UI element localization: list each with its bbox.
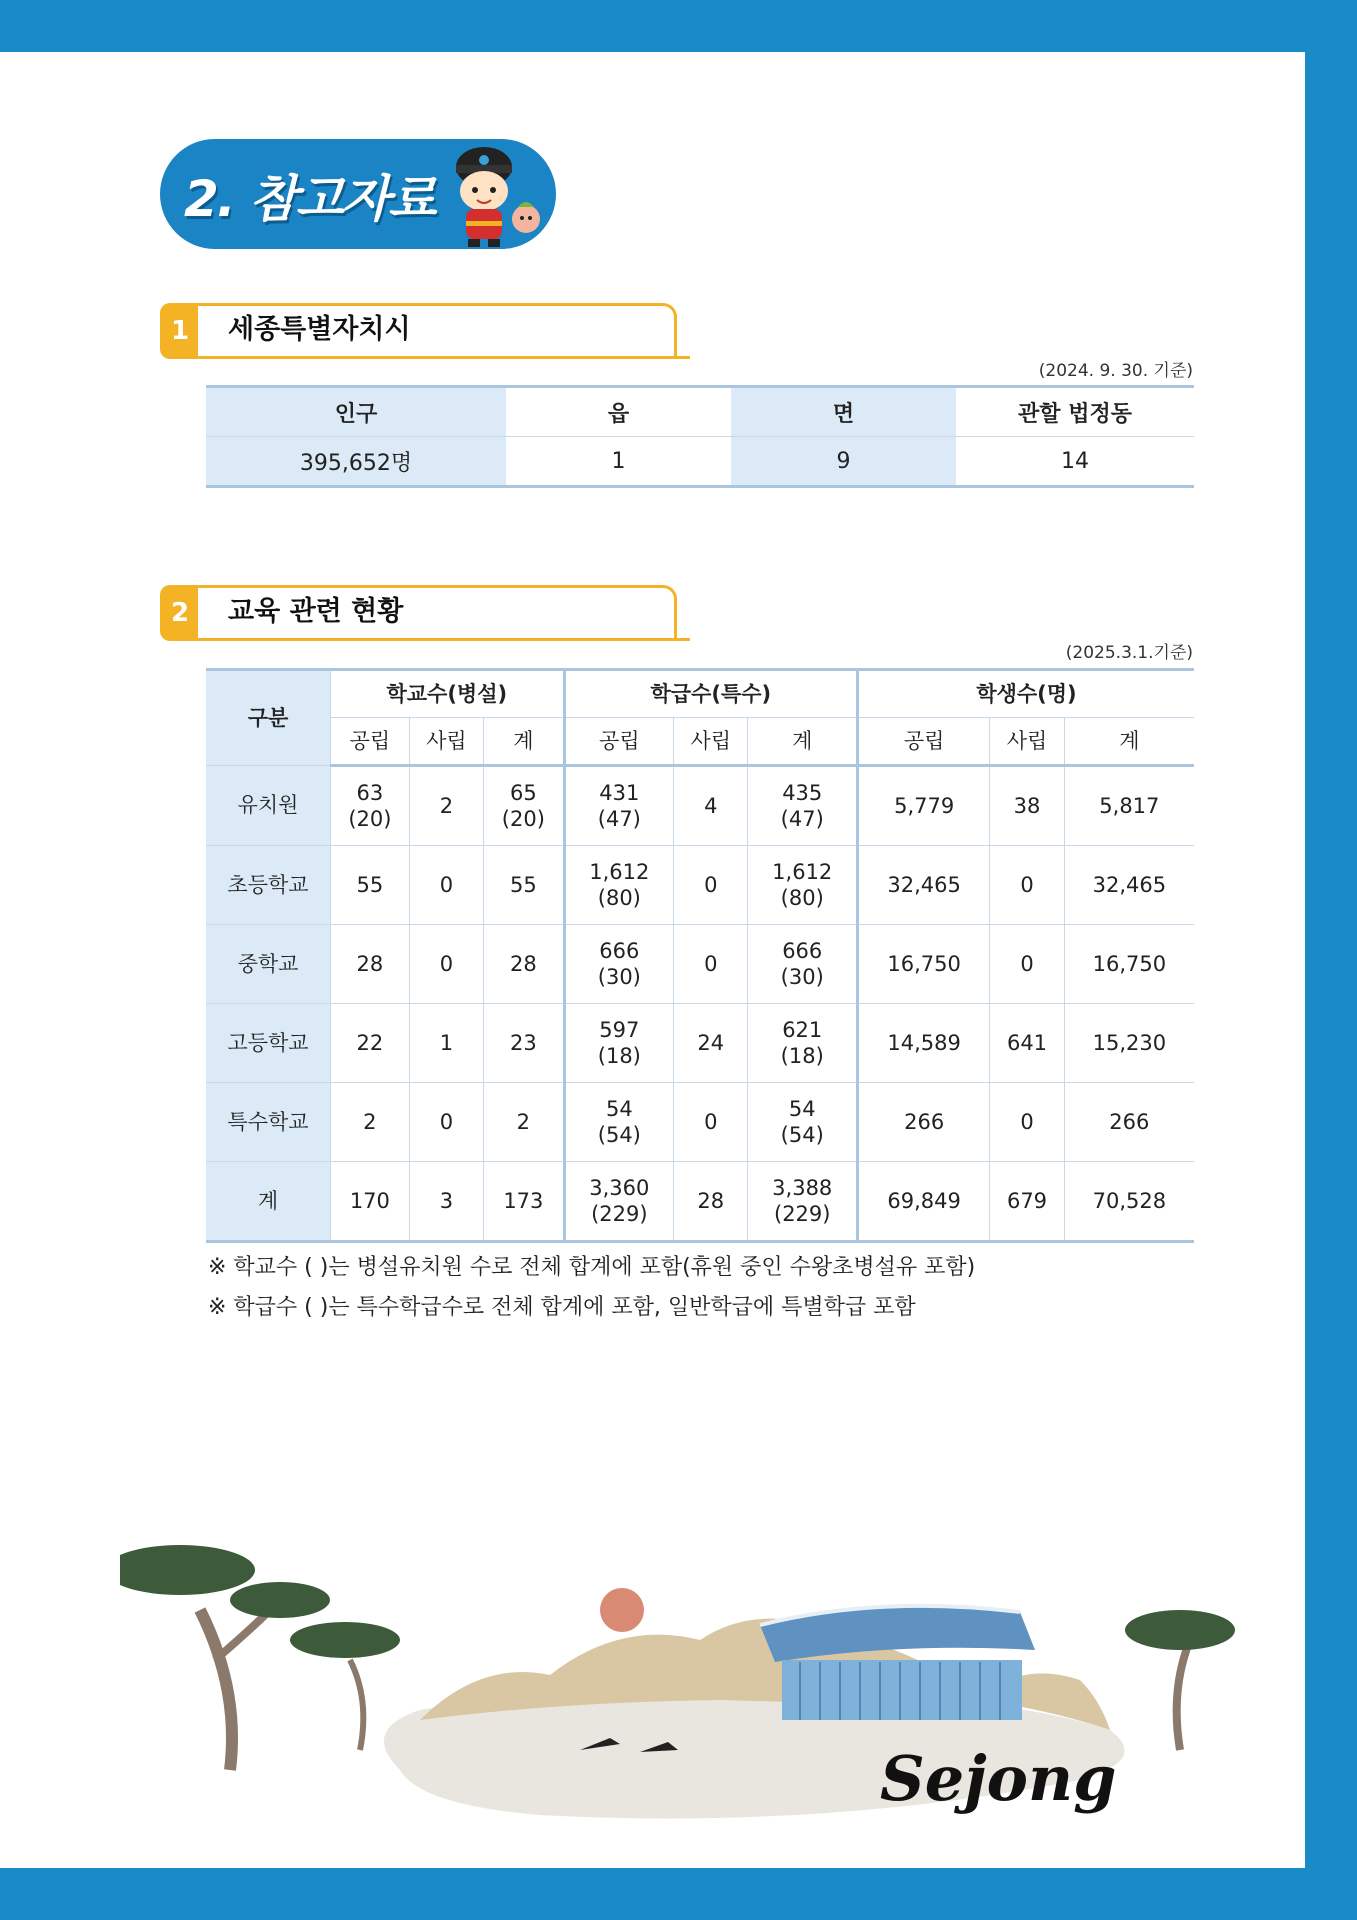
table-cell	[331, 925, 410, 1004]
header-eup: 읍	[506, 387, 731, 437]
table-cell	[331, 1004, 410, 1083]
cell-value: 28	[356, 951, 384, 976]
cell-value: 0	[439, 1109, 454, 1134]
cell-value: 38	[1013, 793, 1041, 818]
table-cell	[674, 766, 748, 846]
row-label: 유치원	[206, 766, 331, 846]
corner-header: 구분	[206, 670, 331, 766]
cell-sub-value: (229)	[591, 1202, 648, 1226]
cell-value: 666	[782, 938, 823, 963]
table-cell	[1064, 1083, 1194, 1162]
cell-value: 597	[599, 1017, 640, 1042]
cell-sub-value: (30)	[780, 965, 824, 989]
header-dong: 관할 법정동	[956, 387, 1194, 437]
cell-value: 54	[605, 1096, 633, 1121]
cell-value: 3,388	[772, 1175, 833, 1200]
subheader: 사립	[990, 718, 1064, 766]
table-cell	[1064, 1004, 1194, 1083]
section-2-header	[160, 585, 700, 641]
cell-value: 23	[509, 1030, 537, 1055]
cell-value: 2	[363, 1109, 377, 1134]
subheader: 공립	[331, 718, 410, 766]
cell-sub-value: (18)	[597, 1044, 641, 1068]
table-cell	[857, 1083, 989, 1162]
value-dong: 14	[956, 437, 1194, 487]
cell-value: 28	[509, 951, 537, 976]
table-cell	[674, 846, 748, 925]
group-students: 학생수(명)	[857, 670, 1194, 718]
table-cell	[484, 846, 564, 925]
cell-value: 15,230	[1092, 1030, 1167, 1055]
cell-value: 63	[356, 780, 384, 805]
table-cell	[990, 1162, 1064, 1242]
value-eup: 1	[506, 437, 731, 487]
table-cell	[857, 1004, 989, 1083]
page-title: 2. 참고자료	[184, 170, 435, 228]
cell-sub-value: (20)	[348, 807, 392, 831]
table-cell	[1064, 925, 1194, 1004]
cell-value: 621	[782, 1017, 823, 1042]
cell-value: 16,750	[887, 951, 961, 976]
cell-value: 0	[439, 951, 454, 976]
table-cell	[748, 766, 858, 846]
table-cell	[484, 925, 564, 1004]
value-myeon: 9	[731, 437, 956, 487]
table-row	[206, 846, 1194, 925]
table-cell	[674, 1162, 748, 1242]
cell-value: 2	[439, 793, 454, 818]
pine-tree-icon	[120, 1545, 255, 1595]
table-cell	[674, 1004, 748, 1083]
table-row	[206, 1162, 1194, 1242]
table-cell	[990, 846, 1064, 925]
cell-value: 3,360	[589, 1175, 650, 1200]
table-cell	[331, 1162, 410, 1242]
subheader: 계	[484, 718, 564, 766]
cell-value: 2	[516, 1109, 531, 1134]
cell-value: 22	[356, 1030, 384, 1055]
cell-value: 65	[509, 780, 537, 805]
cell-value: 24	[697, 1030, 725, 1055]
cell-value: 5,817	[1099, 793, 1160, 818]
table-cell	[1064, 766, 1194, 846]
cell-value: 173	[503, 1188, 544, 1213]
table-cell	[990, 1004, 1064, 1083]
cell-value: 32,465	[1092, 872, 1167, 897]
cell-value: 0	[439, 872, 454, 897]
table-cell	[748, 1083, 858, 1162]
table-cell	[331, 1083, 410, 1162]
row-label: 고등학교	[206, 1004, 331, 1083]
cell-sub-value: (229)	[774, 1202, 831, 1226]
table-cell	[564, 925, 674, 1004]
cell-value: 0	[1020, 872, 1034, 897]
table-cell	[564, 1083, 674, 1162]
note-1: ※ 학교수 ( )는 병설유치원 수로 전체 합계에 포함(휴원 중인 수왕초병설유 포함)	[208, 1255, 976, 1280]
group-classes: 학급수(특수)	[564, 670, 857, 718]
cell-value: 435	[782, 780, 823, 805]
cell-value: 0	[704, 872, 718, 897]
cell-value: 641	[1006, 1030, 1048, 1055]
subheader: 사립	[409, 718, 483, 766]
table-cell	[674, 1083, 748, 1162]
table-row	[206, 1004, 1194, 1083]
value-population: 395,652명	[206, 437, 506, 487]
note-2: ※ 학급수 ( )는 특수학급수로 전체 합계에 포함, 일반학급에 특별학급 포함	[208, 1295, 916, 1320]
table-cell	[1064, 846, 1194, 925]
section-1-as-of: (2024. 9. 30. 기준)	[1038, 361, 1193, 381]
table-cell	[857, 846, 989, 925]
row-label: 중학교	[206, 925, 331, 1004]
cell-value: 0	[704, 951, 718, 976]
cell-value: 266	[1109, 1109, 1150, 1134]
table-cell	[748, 846, 858, 925]
cell-sub-value: (80)	[780, 886, 824, 910]
cell-value: 431	[599, 780, 640, 805]
cell-value: 14,589	[887, 1030, 961, 1055]
table-cell	[331, 846, 410, 925]
cell-value: 32,465	[887, 872, 961, 897]
section-1-label: 세종특별자치시	[228, 314, 411, 345]
table-cell	[990, 925, 1064, 1004]
subheader: 계	[1064, 718, 1194, 766]
cell-value: 266	[904, 1109, 945, 1134]
cell-sub-value: (47)	[780, 807, 824, 831]
row-label: 특수학교	[206, 1083, 331, 1162]
table-cell	[990, 1083, 1064, 1162]
subheader: 사립	[674, 718, 748, 766]
table-cell	[748, 1162, 858, 1242]
cell-sub-value: (30)	[597, 965, 641, 989]
cell-value: 1,612	[589, 859, 650, 884]
section-1-header	[160, 303, 700, 359]
cell-value: 0	[704, 1109, 718, 1134]
table-cell	[484, 1083, 564, 1162]
table-cell	[409, 846, 483, 925]
cell-sub-value: (80)	[597, 886, 641, 910]
cell-value: 1,612	[772, 859, 833, 884]
cell-value: 70,528	[1092, 1188, 1167, 1213]
cell-value: 1	[439, 1030, 454, 1055]
table-cell	[484, 1004, 564, 1083]
cell-value: 55	[356, 872, 384, 897]
table-cell	[564, 846, 674, 925]
table-cell	[484, 766, 564, 846]
table-row	[206, 766, 1194, 846]
population-table	[206, 385, 1194, 488]
section-2-label: 교육 관련 현황	[228, 596, 404, 627]
group-schools: 학교수(병설)	[331, 670, 565, 718]
table-cell	[748, 1004, 858, 1083]
sejong-illustration	[120, 1530, 1240, 1830]
table-row	[206, 925, 1194, 1004]
subheader: 공립	[564, 718, 674, 766]
table-row	[206, 1083, 1194, 1162]
table-cell	[748, 925, 858, 1004]
section-2-number: 2	[160, 585, 200, 641]
cell-value: 4	[704, 793, 718, 818]
header-population: 인구	[206, 387, 506, 437]
cell-value: 170	[349, 1188, 390, 1213]
subheader: 계	[748, 718, 858, 766]
table-cell	[409, 766, 483, 846]
sejong-caption: Sejong	[880, 1742, 1117, 1815]
mascot-icon	[422, 145, 552, 249]
cell-value: 0	[1020, 951, 1034, 976]
table-cell	[857, 925, 989, 1004]
table-cell	[331, 766, 410, 846]
table-cell	[409, 1083, 483, 1162]
table-cell	[674, 925, 748, 1004]
page-title-pill	[160, 139, 556, 249]
cell-value: 5,779	[894, 793, 955, 818]
section-2-as-of: (2025.3.1.기준)	[1065, 643, 1193, 663]
cell-value: 0	[1020, 1109, 1034, 1134]
section-1-number: 1	[160, 303, 200, 359]
cell-value: 28	[697, 1188, 725, 1213]
subheader: 공립	[857, 718, 989, 766]
sun-icon	[600, 1588, 644, 1632]
cell-value: 666	[599, 938, 640, 963]
cell-sub-value: (54)	[780, 1123, 824, 1147]
header-myeon: 면	[731, 387, 956, 437]
cell-value: 679	[1006, 1188, 1048, 1213]
table-cell	[409, 1162, 483, 1242]
cell-value: 3	[439, 1188, 454, 1213]
table-cell	[484, 1162, 564, 1242]
row-label: 초등학교	[206, 846, 331, 925]
table-cell	[564, 1162, 674, 1242]
cell-value: 54	[788, 1096, 816, 1121]
table-cell	[857, 1162, 989, 1242]
cell-sub-value: (18)	[780, 1044, 824, 1068]
table-cell	[1064, 1162, 1194, 1242]
table-cell	[409, 1004, 483, 1083]
table-cell	[857, 766, 989, 846]
cell-value: 55	[509, 872, 537, 897]
table-cell	[409, 925, 483, 1004]
table-cell	[564, 1004, 674, 1083]
cell-sub-value: (54)	[597, 1123, 641, 1147]
education-table	[206, 668, 1194, 1243]
cell-value: 16,750	[1092, 951, 1167, 976]
table-cell	[564, 766, 674, 846]
cell-value: 69,849	[887, 1188, 961, 1213]
cell-sub-value: (20)	[501, 807, 545, 831]
row-label: 계	[206, 1162, 331, 1242]
cell-sub-value: (47)	[597, 807, 641, 831]
table-cell	[990, 766, 1064, 846]
